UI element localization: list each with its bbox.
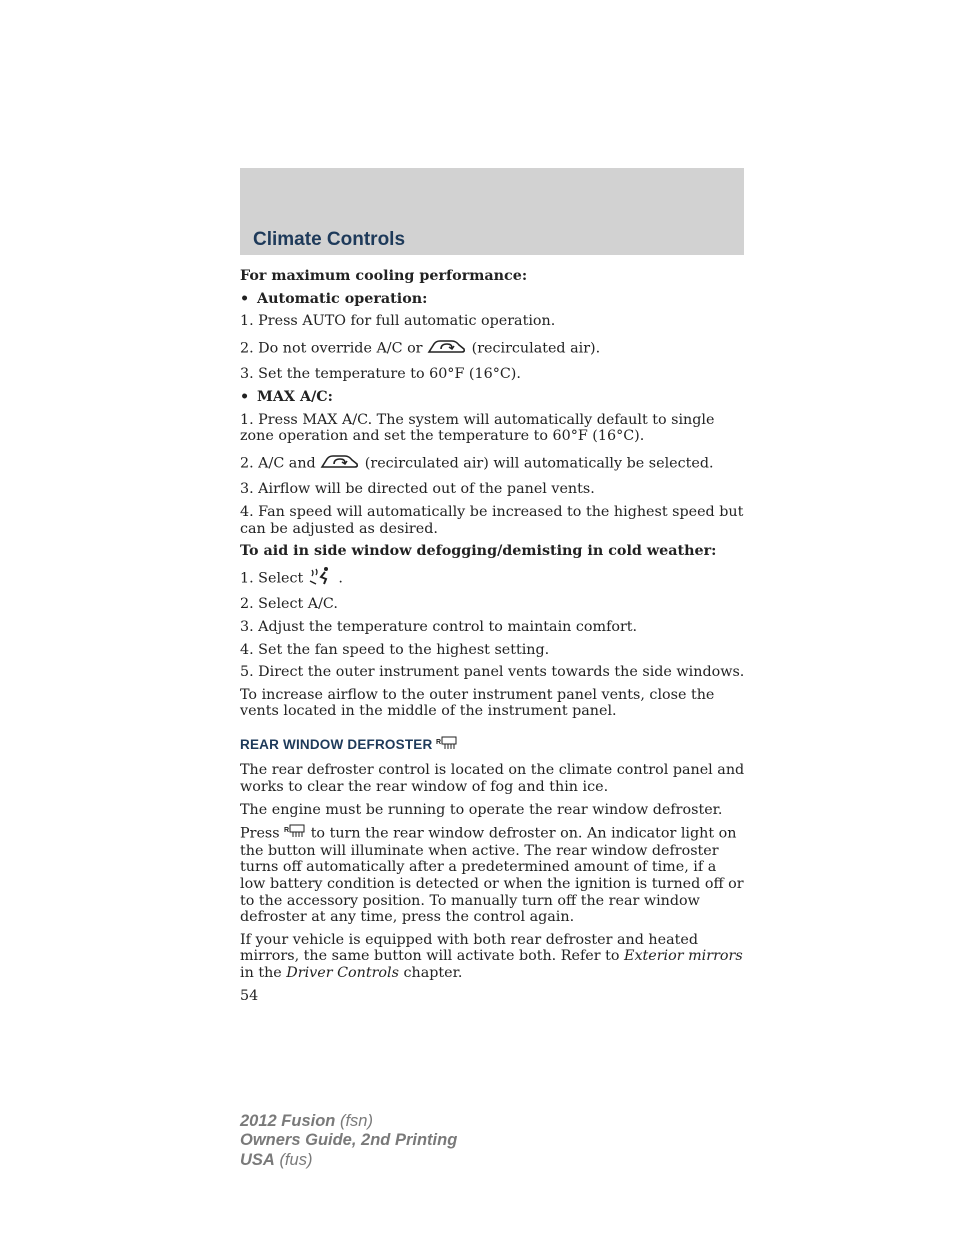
max-ac-bullet-label: MAX A/C: <box>257 388 333 405</box>
section-header-band <box>240 168 744 255</box>
rear-paragraph-4: If your vehicle is equipped with both rear defroster and heated mirrors, the same button will activate both. Refer to Exterior mirrors in the Driver Controls chapter. <box>240 931 743 981</box>
driver-controls-reference: Driver Controls <box>286 965 399 981</box>
defog-heading: To aid in side window defogging/demisting in cold weather: <box>240 543 717 560</box>
recirculated-air-icon <box>427 336 467 361</box>
defog-step-1: 1. Select . <box>240 566 745 591</box>
auto-bullet: • Automatic operation: <box>240 290 428 307</box>
rear-paragraph-2: The engine must be running to operate the rear window defroster. <box>240 801 723 818</box>
footer-line-3: USA (fus) <box>240 1150 313 1169</box>
rear-defrost-icon <box>436 736 458 755</box>
rear-paragraph-3: Press R to turn the rear window defroster on. An indicator light on the button will illuminate when active. The rear window defroster turns off automatically after a predetermined amount of time, if a low battery condition is detected or when the ignition is turned off or to the accessory position. To manually turn off the rear window defroster at any time, press the control again. <box>240 825 744 926</box>
auto-step-2: 2. Do not override A/C or (recirculated air). <box>240 336 745 361</box>
page-number: 54 <box>240 987 259 1004</box>
auto-step-3: 3. Set the temperature to 60°F (16°C). <box>240 366 521 383</box>
rear-defrost-icon <box>284 824 306 843</box>
defog-step-4: 4. Set the fan speed to the highest setting. <box>240 641 550 658</box>
airflow-note: To increase airflow to the outer instrument panel vents, close the vents located in the middle of the instrument panel. <box>240 686 715 720</box>
defog-step-3: 3. Adjust the temperature control to maintain comfort. <box>240 618 638 635</box>
max-ac-bullet: • MAX A/C: <box>240 388 333 405</box>
exterior-mirrors-reference: Exterior mirrors <box>624 948 743 965</box>
footer-line-2: Owners Guide, 2nd Printing <box>240 1131 458 1150</box>
svg-text:R: R <box>284 827 290 835</box>
max-step-1: 1. Press MAX A/C. The system will automatically default to single zone operation and set the temperature to 60°F (16°C). <box>240 411 715 445</box>
max-step-4: 4. Fan speed will automatically be increased to the highest speed but can be adjusted as desired. <box>240 503 744 537</box>
recirculated-air-icon <box>320 451 360 476</box>
footer-line-1: 2012 Fusion (fsn) <box>240 1112 373 1130</box>
cooling-heading: For maximum cooling performance: <box>240 268 528 284</box>
max-step-2: 2. A/C and (recirculated air) will automatically be selected. <box>240 451 745 476</box>
rear-paragraph-1: The rear defroster control is located on the climate control panel and works to clear the rear window of fog and thin ice. <box>240 762 745 796</box>
rear-window-defroster-heading: REAR WINDOW DEFROSTER R <box>240 736 745 755</box>
max-step-3: 3. Airflow will be directed out of the panel vents. <box>240 481 595 498</box>
auto-step-1: 1. Press AUTO for full automatic operation. <box>240 313 556 330</box>
auto-bullet-label: Automatic operation: <box>257 290 428 307</box>
page-title: Climate Controls <box>253 229 406 250</box>
defog-step-5: 5. Direct the outer instrument panel vents towards the side windows. <box>240 664 745 681</box>
defog-step-2: 2. Select A/C. <box>240 596 338 613</box>
svg-text:R: R <box>436 738 442 746</box>
document-footer <box>240 1112 457 1170</box>
page-content <box>240 268 745 1004</box>
floor-defrost-mode-icon <box>308 566 334 591</box>
